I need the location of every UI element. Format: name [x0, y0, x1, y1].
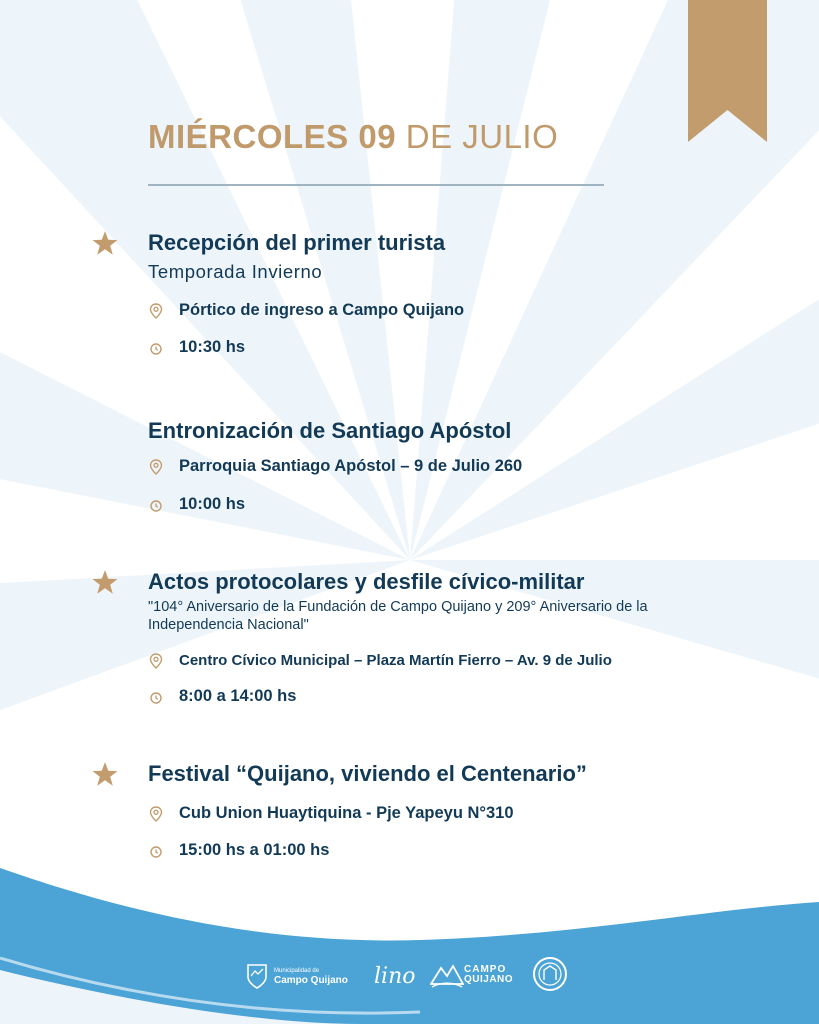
clock-icon	[149, 689, 163, 705]
time-text: 10:30 hs	[179, 338, 246, 356]
location-pin-icon	[149, 459, 163, 475]
title-day: MIÉRCOLES 09	[148, 118, 397, 155]
location-text: Pórtico de ingreso a Campo Quijano	[179, 301, 465, 319]
event-location	[0, 456, 819, 478]
event-time	[0, 686, 819, 708]
title-month: DE JULIO	[405, 118, 559, 155]
event-location	[0, 650, 819, 672]
mountain-icon	[430, 960, 464, 990]
event-time	[0, 337, 819, 359]
municipality-line1: Municipalidad de	[274, 968, 320, 974]
location-pin-icon	[149, 806, 163, 822]
clock-icon	[149, 340, 163, 356]
star-icon	[92, 230, 118, 256]
time-text: 8:00 a 14:00 hs	[179, 687, 297, 705]
location-text: Parroquia Santiago Apóstol – 9 de Julio 260	[179, 457, 523, 475]
municipality-logo	[246, 962, 356, 992]
lino-logo	[372, 960, 416, 994]
location-text: Centro Cívico Municipal – Plaza Martín Fierro – Av. 9 de Julio	[179, 652, 612, 669]
bookmark-ribbon	[688, 0, 767, 142]
municipality-line2: Campo Quijano	[274, 975, 348, 986]
shield-icon	[246, 962, 268, 990]
location-pin-icon	[149, 303, 163, 319]
event-location	[0, 803, 819, 825]
star-icon	[92, 569, 118, 595]
campo-line1: CAMPO	[464, 964, 507, 975]
campo-line2: QUIJANO	[464, 974, 514, 985]
event-title: Entronización de Santiago Apóstol	[148, 418, 512, 443]
star-icon	[92, 761, 118, 787]
clock-icon	[149, 497, 163, 513]
time-text: 10:00 hs	[179, 495, 246, 513]
event-title: Actos protocolares y desfile cívico-militar	[148, 569, 585, 594]
location-text: Cub Union Huaytiquina - Pje Yapeyu N°310	[179, 804, 514, 822]
event-title: Recepción del primer turista	[148, 230, 446, 255]
time-text: 15:00 hs a 01:00 hs	[179, 841, 330, 859]
event-subtitle: Temporada Invierno	[148, 261, 323, 282]
lino-text: lino	[374, 964, 416, 989]
event-quote: "104° Aniversario de la Fundación de Campo Quijano y 209° Aniversario de la Independencia Nacional"	[148, 599, 648, 633]
page-title	[148, 118, 558, 156]
title-divider	[148, 184, 604, 186]
centenary-seal-icon	[530, 954, 570, 994]
event-location	[0, 300, 819, 322]
campo-quijano-logo	[430, 958, 520, 994]
event-time	[0, 494, 819, 516]
footer-logos	[0, 950, 819, 1010]
location-pin-icon	[149, 653, 163, 669]
event-title: Festival “Quijano, viviendo el Centenario”	[148, 761, 587, 786]
